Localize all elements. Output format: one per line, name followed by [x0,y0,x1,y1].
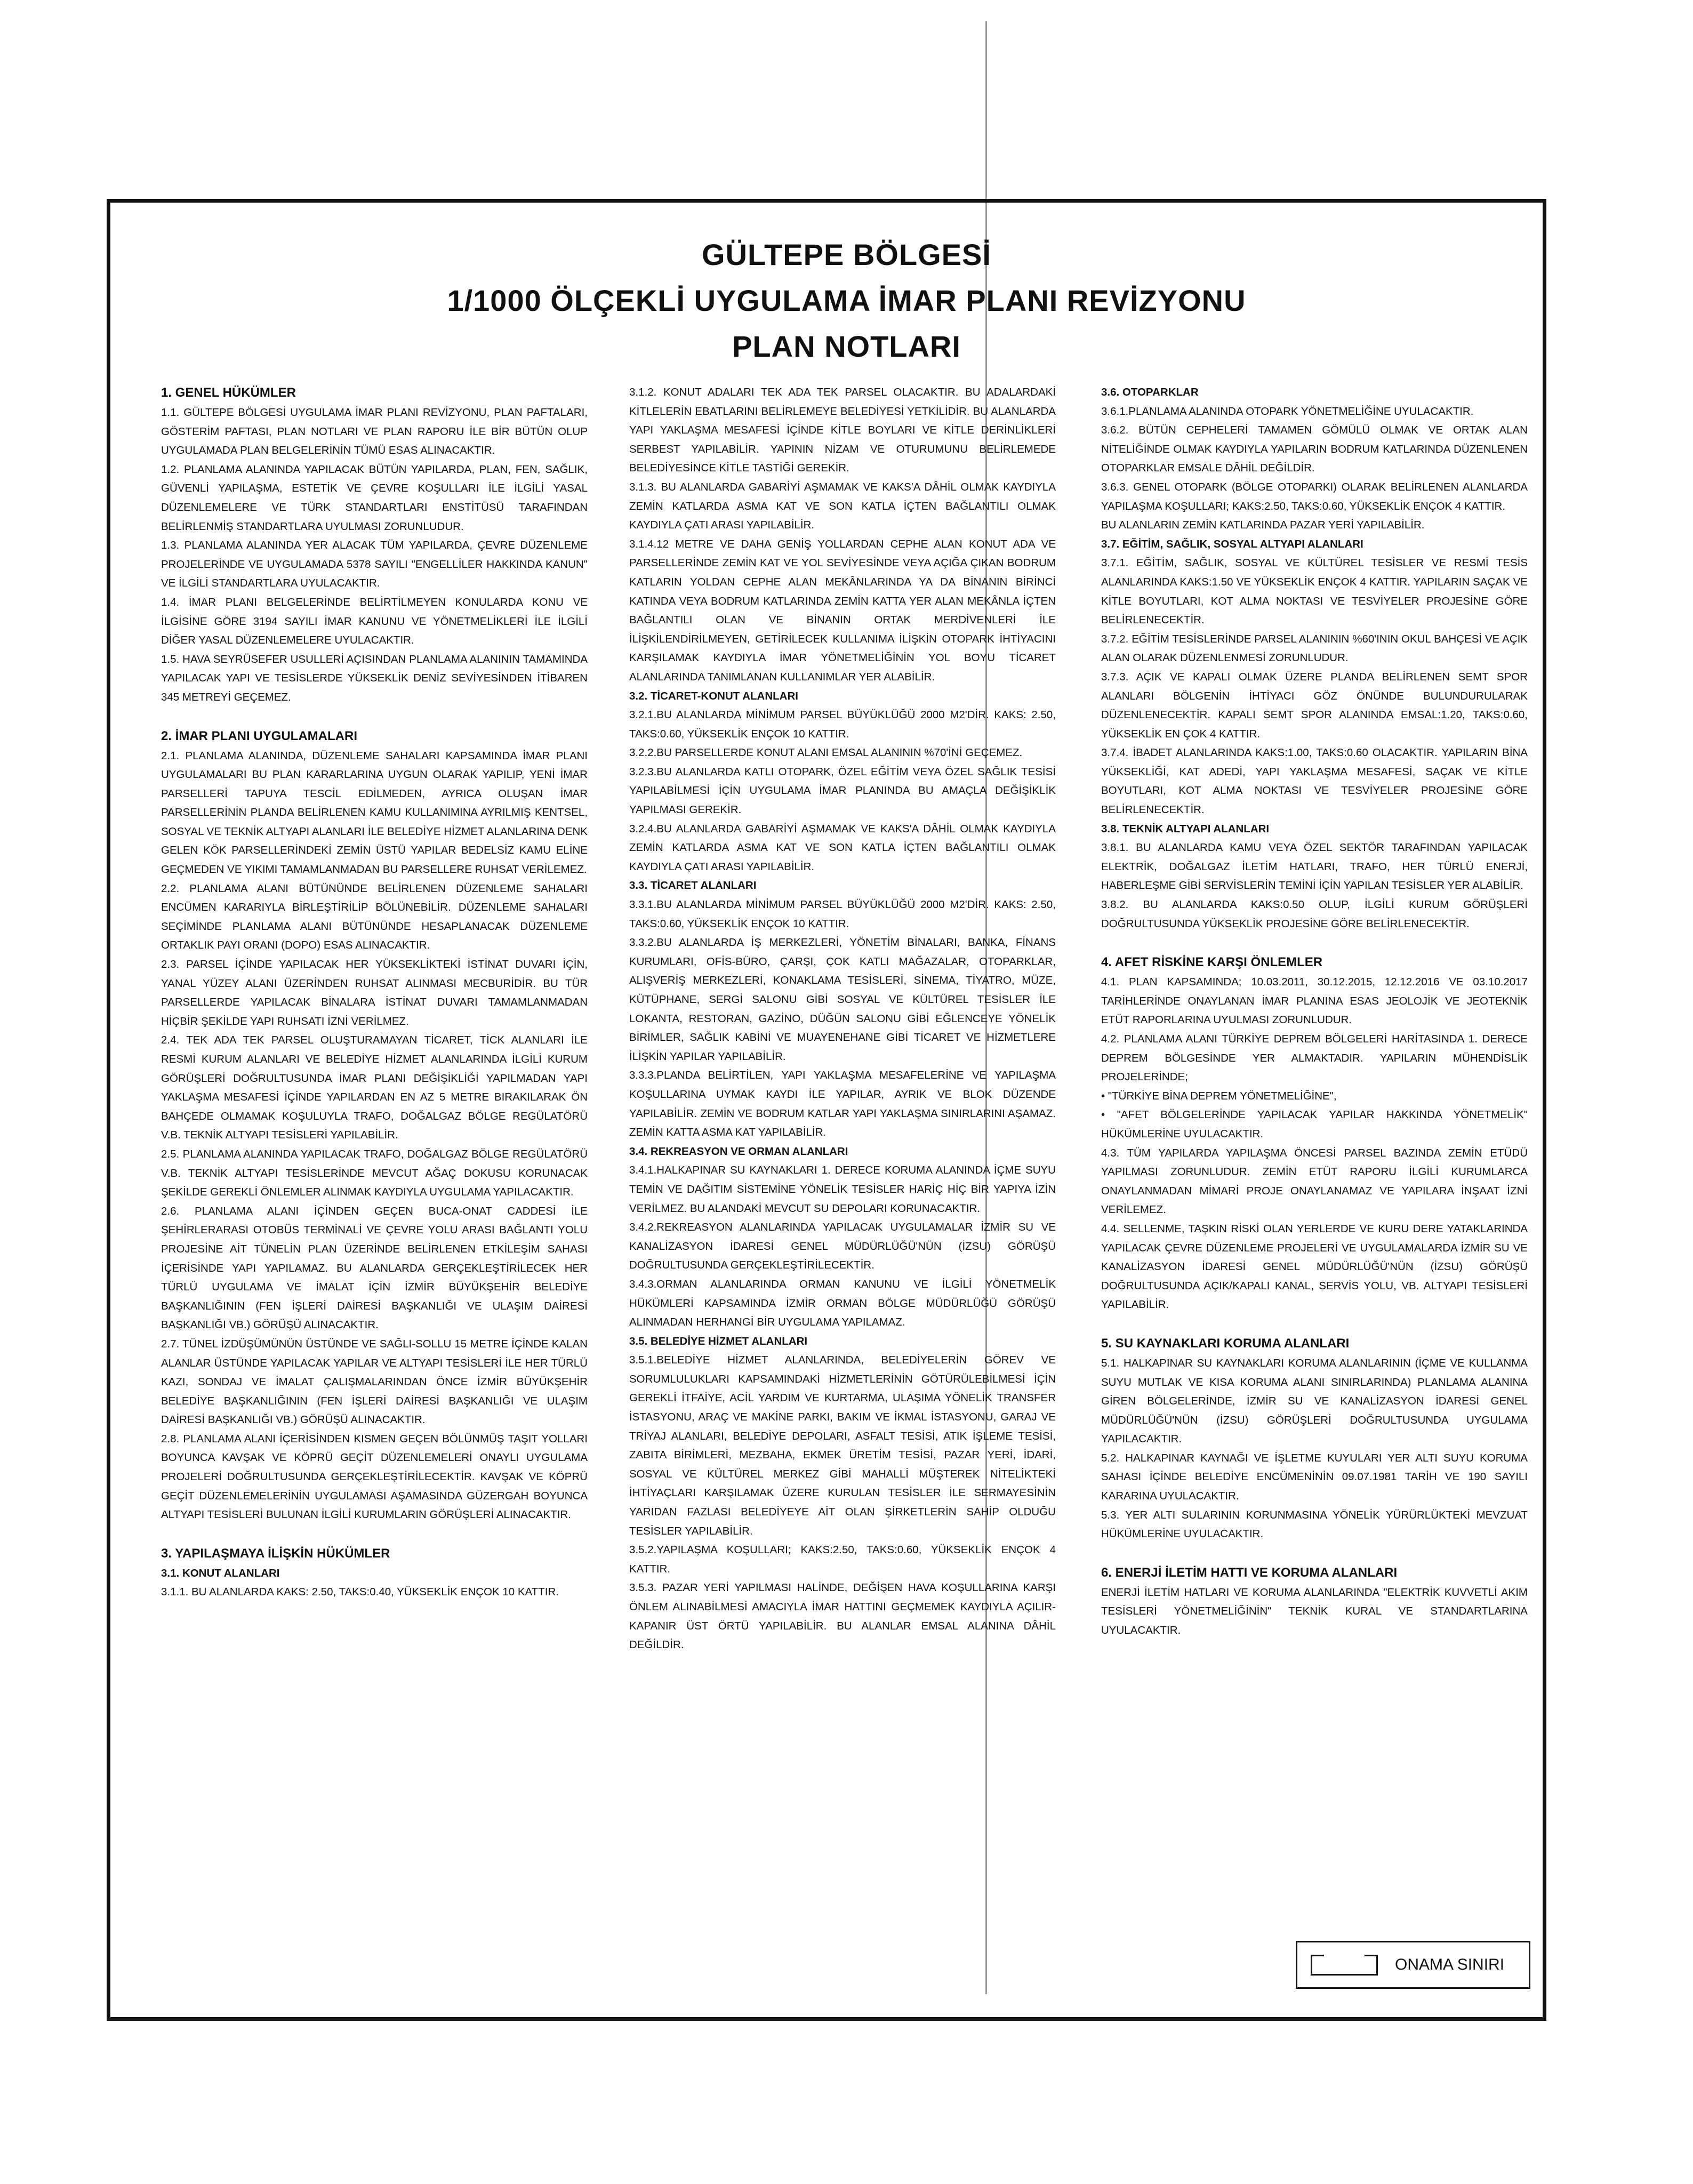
approval-boundary-legend [1296,1941,1530,1989]
plan-note-paragraph: 4.1. PLAN KAPSAMINDA; 10.03.2011, 30.12.2015, 12.12.2016 VE 03.10.2017 TARİHLERİNDE ONAYLANAN İMAR PLANINA ESAS JEOLOJİK VE JEOTEKNİK ETÜT RAPORLARINA UYULMASI ZORUNLUDUR. [1101,976,1528,1026]
plan-note-paragraph: 3.4.2.REKREASYON ALANLARINDA YAPILACAK UYGULAMALAR İZMİR SU VE KANALİZASYON İDARESİ GENEL MÜDÜRLÜĞÜ'NÜN (İZSU) GÖRÜŞÜ DOĞRULTUSUNDA GERÇEKLEŞTİRİLECEKTİR. [629,1221,1056,1272]
plan-note-paragraph: 3.5.1.BELEDİYE HİZMET ALANLARINDA, BELEDİYELERİN GÖREV VE SORUMLULUKLARI KAPSAMINDAKİ HİZMETLERİNİN GÖTÜRÜLEBİLMESİ İÇİN GEREKLİ İTFAİYE, ACİL YARDIM VE KURTARMA, ULAŞIMA YÖNELİK TRANSFER İSTASYONU, ARAÇ VE MAKİNE PARKI, BAKIM VE İKMAL İSTASYONU, GARAJ VE TRİYAJ ALANLARI, BELEDİYE DEPOLARI, ASFALT TESİSİ, ATIK İŞLEME TESİSİ, ZABITA BİRİMLERİ, MEZBAHA, EKMEK ÜRETİM TESİSİ, PAZAR YERİ, İDARİ, SOSYAL VE KÜLTÜREL MERKEZ GİBİ MAHALLİ MÜŞTEREK NİTELİKTEKİ İHTİYAÇLARI KARŞILAMAK ÜZERE KURULAN TESİSLER İLE SERMAYESİNİN YARIDAN FAZLASI BELEDİYEYE AİT OLAN ŞİRKETLERİN SAHİP OLDUĞU TESİSLER YAPILABİLİR. [629,1354,1056,1537]
plan-note-paragraph: 4.3. TÜM YAPILARDA YAPILAŞMA ÖNCESİ PARSEL BAZINDA ZEMİN ETÜDÜ YAPILMASI ZORUNLUDUR. ZEMİN ETÜT RAPORU İLGİLİ KURUMLARCA ONAYLANMADAN MİMARİ PROJE ONAYLANAMAZ VE YAPILARA İNŞAAT İZNİ VERİLEMEZ. [1101,1146,1528,1216]
plan-note-paragraph: 1.3. PLANLAMA ALANINDA YER ALACAK TÜM YAPILARDA, ÇEVRE DÜZENLEME PROJELERİNDE VE UYGULAMADA 5378 SAYILI "ENGELLİLER HAKKINDA KANUN" VE İLGİLİ STANDARTLARA UYULACAKTIR. [161,539,588,590]
subsection-heading: 3.7. EĞİTİM, SAĞLIK, SOSYAL ALTYAPI ALANLARI [1101,537,1363,550]
plan-note-paragraph: 3.7.4. İBADET ALANLARINDA KAKS:1.00, TAKS:0.60 OLACAKTIR. YAPILARIN BİNA YÜKSEKLİĞİ, KAT ADEDİ, YAPI YAKLAŞMA MESAFESİ, SAÇAK VE KİTLE BOYUTLARI, KOT ALMA NOKTASI VE TESVİYELER PROJESİNE GÖRE BELİRLENECEKTİR. [1101,746,1528,816]
plan-note-paragraph: 4.2. PLANLAMA ALANI TÜRKİYE DEPREM BÖLGELERİ HARİTASINDA 1. DERECE DEPREM BÖLGESİNDE YER ALMAKTADIR. YAPILARIN MÜHENDİSLİK PROJELERİNDE; [1101,1033,1528,1083]
plan-note-paragraph: ENERJİ İLETİM HATLARI VE KORUMA ALANLARINDA "ELEKTRİK KUVVETLİ AKIM TESİSLERİ YÖNETMELİĞİNİN" TEKNİK KURAL VE STANDARTLARINA UYULACAKTIR. [1101,1586,1528,1637]
plan-note-paragraph: 2.8. PLANLAMA ALANI İÇERİSİNDEN KISMEN GEÇEN BÖLÜNMÜŞ TAŞIT YOLLARI BOYUNCA KAVŞAK VE KÖPRÜ GEÇİT DÜZENLEMELERİ ONAYLI UYGULAMA PROJELERİ DOĞRULTUSUNDA GERÇEKLEŞTİRİLECEKTİR. KAVŞAK VE KÖPRÜ GEÇİT DÜZENLEMELERİNİN UYGULAMASI AŞAMASINDA GÜZERGAH BOYUNCA ALTYAPI TESİSLERİ BULUNAN İLGİLİ KURUMLARIN GÖRÜŞLERİ ALINACAKTIR. [161,1432,588,1521]
subsection-heading: 3.3. TİCARET ALANLARI [629,879,757,892]
plan-note-paragraph: 4.4. SELLENME, TAŞKIN RİSKİ OLAN YERLERDE VE KURU DERE YATAKLARINDA YAPILACAK ÇEVRE DÜZENLEME PROJELERİ VE UYGULAMALARDA İZMİR SU VE KANALİZASYON İDARESİ GENEL MÜDÜRLÜĞÜ'NÜN (İZSU) GÖRÜŞÜ DOĞRULTUSUNDA AÇIK/KAPALI KANAL, SERVİS YOLU, VB. ALTYAPI TESİSLERİ YAPILABİLİR. [1101,1222,1528,1311]
plan-note-paragraph: 3.7.3. AÇIK VE KAPALI OLMAK ÜZERE PLANDA BELİRLENEN SEMT SPOR ALANLARI BÖLGENİN İHTİYACI GÖZ ÖNÜNDE BULUNDURULARAK DÜZENLENECEKTİR. KAPALI SEMT SPOR ALANINDA EMSAL:1.20, TAKS:0.60, YÜKSEKLİK EN ÇOK 4 KATTIR. [1101,670,1528,740]
plan-note-paragraph: 2.3. PARSEL İÇİNDE YAPILACAK HER YÜKSEKLİKTEKİ İSTİNAT DUVARI İÇİN, YANAL YÜZEY ALANI ÜZERİNDEN RUHSAT ALINMASI MECBURİDİR. BU TÜR PARSELLERDE YAPILACAK BİNALARA İSTİNAT DUVARI TAMAMLANMADAN HİÇBİR ŞEKİLDE YAPI RUHSATI İZNİ VERİLMEZ. [161,958,588,1027]
plan-note-paragraph: 2.7. TÜNEL İZDÜŞÜMÜNÜN ÜSTÜNDE VE SAĞLI-SOLLU 15 METRE İÇİNDE KALAN ALANLAR ÜSTÜNDE YAPILACAK YAPILAR VE ALTYAPI TESİSLERİ İLE HER TÜRLÜ KAZI, SONDAJ VE İMALAT ÇALIŞMALARINDAN ÖNCE İZMİR BÜYÜKŞEHİR BELEDİYE BAŞKANLIĞININ (FEN İŞLERİ DAİRESİ BAŞKANLIĞI VE ULAŞIM DAİRESİ BAŞKANLIĞI VB.) GÖRÜŞÜ ALINACAKTIR. [161,1337,588,1426]
plan-note-paragraph: 3.6.3. GENEL OTOPARK (BÖLGE OTOPARKI) OLARAK BELİRLENEN ALANLARDA YAPILAŞMA KOŞULLARI; KAKS:2.50, TAKS:0.60, YÜKSEKLİK ENÇOK 4 KATTIR. [1101,480,1528,512]
plan-note-paragraph: 3.2.2.BU PARSELLERDE KONUT ALANI EMSAL ALANININ %70'İNİ GEÇEMEZ. [629,746,1023,759]
plan-note-paragraph: 3.1.1. BU ALANLARDA KAKS: 2.50, TAKS:0.40, YÜKSEKLİK ENÇOK 10 KATTIR. [161,1586,559,1599]
plan-note-paragraph: 3.2.3.BU ALANLARDA KATLI OTOPARK, ÖZEL EĞİTİM VEYA ÖZEL SAĞLIK TESİSİ YAPILABİLMESİ İÇİN UYGULAMA İMAR PLANINDA BU AMAÇLA DEĞİŞİKLİK YAPILMASI GEREKİR. [629,765,1056,816]
section-heading: 1. GENEL HÜKÜMLER [161,386,296,400]
notes-column-1 [161,383,588,1602]
subsection-heading: 3.4. REKREASYON VE ORMAN ALANLARI [629,1145,848,1158]
subsection-heading: 3.6. OTOPARKLAR [1101,386,1199,398]
plan-note-paragraph: 3.2.4.BU ALANLARDA GABARİYİ AŞMAMAK VE KAKS'A DÂHİL OLMAK KAYDIYLA ZEMİN KATLARDA ASMA KAT VE SON KATLA İÇTEN BAĞLANTILI OLMAK KAYDIYLA ÇATI ARASI YAPILABİLİR. [629,822,1056,873]
plan-note-paragraph: 1.5. HAVA SEYRÜSEFER USULLERİ AÇISINDAN PLANLAMA ALANININ TAMAMINDA YAPILACAK YAPI VE TESİSLERDE YÜKSEKLİK DENİZ SEVİYESİNDEN İTİBAREN 345 METREYİ GEÇEMEZ. [161,653,588,703]
document-title-block [160,232,1533,370]
plan-note-paragraph: 3.3.1.BU ALANLARDA MİNİMUM PARSEL BÜYÜKLÜĞÜ 2000 M2'DİR. KAKS: 2.50, TAKS:0.60, YÜKSEKLİK ENÇOK 10 KATTIR. [629,898,1056,930]
section-gap [161,1524,588,1544]
plan-note-paragraph: 3.4.3.ORMAN ALANLARINDA ORMAN KANUNU VE İLGİLİ YÖNETMELİK HÜKÜMLERİ KAPSAMINDA İZMİR ORMAN BÖLGE MÜDÜRLÜĞÜ GÖRÜŞÜ ALINMADAN HERHANGİ BİR UYGULAMA YAPILAMAZ. [629,1278,1056,1329]
plan-note-paragraph: 3.6.2. BÜTÜN CEPHELERİ TAMAMEN GÖMÜLÜ OLMAK VE ORTAK ALAN NİTELİĞİNDE OLMAK KAYDIYLA YAPILARIN BODRUM KATLARINDA DÜZENLENEN OTOPARKLAR EMSALE DÂHİL DEĞİLDİR. [1101,424,1528,475]
plan-note-paragraph: 3.8.1. BU ALANLARDA KAMU VEYA ÖZEL SEKTÖR TARAFINDAN YAPILACAK ELEKTRİK, DOĞALGAZ İLETİM HATLARI, TRAFO, HER TÜRLÜ ENERJİ, HABERLEŞME GİBİ SERVİSLERİN TEMİNİ İÇİN YAPILAN TESİSLER YER ALABİLİR. [1101,841,1528,892]
section-heading: 2. İMAR PLANI UYGULAMALARI [161,728,357,743]
section-heading: 3. YAPILAŞMAYA İLİŞKİN HÜKÜMLER [161,1546,390,1561]
section-heading: 5. SU KAYNAKLARI KORUMA ALANLARI [1101,1336,1350,1351]
subsection-heading: 3.1. KONUT ALANLARI [161,1567,280,1579]
subsection-heading: 3.5. BELEDİYE HİZMET ALANLARI [629,1335,808,1347]
plan-title: 1/1000 ÖLÇEKLİ UYGULAMA İMAR PLANI REVİZYONU [447,284,1246,317]
plan-note-paragraph: 3.3.3.PLANDA BELİRTİLEN, YAPI YAKLAŞMA MESAFELERİNE VE YAPILAŞMA KOŞULLARINA UYMAK KAYDI İLE YAPILAR, AYRIK VE BLOK DÜZENDE YAPILABİLİR. ZEMİN VE BODRUM KATLAR YAPI YAKLAŞMA SINIRLARINI AŞAMAZ. ZEMİN KATTA ASMA KAT YAPILABİLİR. [629,1069,1056,1139]
section-gap [1101,1544,1528,1563]
notes-column-3 [1101,383,1528,1640]
legend-label: ONAMA SINIRI [1395,1956,1505,1973]
plan-note-paragraph: 1.4. İMAR PLANI BELGELERİNDE BELİRTİLMEYEN KONULARDA KONU VE İLGİSİNE GÖRE 3194 SAYILI İMAR KANUNU VE YÖNETMELİKLERİ İLE İLGİLİ DİĞER YASAL DÜZENLEMELERE UYULACAKTIR. [161,596,588,647]
plan-note-paragraph: BU ALANLARIN ZEMİN KATLARINDA PAZAR YERİ YAPILABİLİR. [1101,519,1425,532]
plan-note-paragraph: 2.6. PLANLAMA ALANI İÇİNDEN GEÇEN BUCA-ONAT CADDESİ İLE ŞEHİRLERARASI OTOBÜS TERMİNALİ VE ÇEVRE YOLU ARASI BAĞLANTI YOLU PROJESİNE AİT TÜNELİN PLAN ÜZERİNDE BELİRLENEN ETKİLEŞİM SAHASI İÇERİSİNDE YAPI YAPILAMAZ. BU ALANLARDA GERÇEKLEŞTİRİLECEK HER TÜRLÜ UYGULAMA VE İMALAT İÇİN İZMİR BÜYÜKŞEHİR BELEDİYE BAŞKANLIĞININ (FEN İŞLERİ DAİRESİ BAŞKANLIĞI VE ULAŞIM DAİRESİ BAŞKANLIĞI VB.) GÖRÜŞÜ ALINACAKTIR. [161,1205,588,1331]
region-title: GÜLTEPE BÖLGESİ [702,238,991,271]
section-gap [1101,1314,1528,1334]
plan-note-paragraph: 3.2.1.BU ALANLARDA MİNİMUM PARSEL BÜYÜKLÜĞÜ 2000 M2'DİR. KAKS: 2.50, TAKS:0.60, YÜKSEKLİK ENÇOK 10 KATTIR. [629,709,1056,740]
section-gap [161,707,588,726]
plan-note-paragraph: 5.1. HALKAPINAR SU KAYNAKLARI KORUMA ALANLARININ (İÇME VE KULLANMA SUYU MUTLAK VE KISA KORUMA ALANI SINIRLARINDA) PLANLAMA ALANINA GİREN BÖLGELERİNDE, İZMİR SU VE KANALİZASYON İDARESİ GENEL MÜDÜRLÜĞÜ'NÜN (İZSU) GÖRÜŞLERİ DOĞRULTUSUNDA UYGULAMA YAPILACAKTIR. [1101,1356,1528,1446]
subsection-heading: 3.2. TİCARET-KONUT ALANLARI [629,689,798,702]
plan-note-paragraph: 3.6.1.PLANLAMA ALANINDA OTOPARK YÖNETMELİĞİNE UYULACAKTIR. [1101,405,1474,417]
plan-note-paragraph: • "TÜRKİYE BİNA DEPREM YÖNETMELİĞİNE", [1101,1089,1337,1102]
plan-note-paragraph: 3.1.3. BU ALANLARDA GABARİYİ AŞMAMAK VE KAKS'A DÂHİL OLMAK KAYDIYLA ZEMİN KATLARDA ASMA KAT VE SON KATLA İÇTEN BAĞLANTILI OLMAK KAYDIYLA ÇATI ARASI YAPILABİLİR. [629,480,1056,532]
plan-note-paragraph: 3.1.4.12 METRE VE DAHA GENİŞ YOLLARDAN CEPHE ALAN KONUT ADA VE PARSELLERİNDE ZEMİN KAT VE YOL SEVİYESİNDE VEYA AÇIĞA ÇIKAN BODRUM KATLARIN YOLDAN CEPHE ALAN MEKÂNLARINDA YA DA BİNANIN BİRİNCİ KATINDA VEYA BODRUM KATLARINDA ZEMİN KATTA YER ALAN MEKÂNLA İÇTEN BAĞLANTILI OLAN VE BİNANIN ORTAK MERDİVENLERİ İLE İLİŞKİLENDİRİLMEYEN, GETİRİLECEK KULLANIMA İLİŞKİN OTOPARK İHTİYACINI KARŞILAMAK KAYDIYLA İMAR YÖNETMELİĞİNİN YOL BOYU TİCARET ALANLARINDA TANIMLANAN KULLANIMLAR YER ALABİLİR. [629,537,1056,683]
plan-note-paragraph: 3.7.1. EĞİTİM, SAĞLIK, SOSYAL VE KÜLTÜREL TESİSLER VE RESMİ TESİS ALANLARINDA KAKS:1.50 VE YÜKSEKLİK ENÇOK 4 KATTIR. YAPILARIN SAÇAK VE KİTLE BOYUTLARI, KOT ALMA NOKTASI VE TESVİYELER PROJESİNE GÖRE BELİRLENECEKTİR. [1101,557,1528,627]
plan-note-paragraph: 2.5. PLANLAMA ALANINDA YAPILACAK TRAFO, DOĞALGAZ BÖLGE REGÜLATÖRÜ V.B. TEKNİK ALTYAPI TESİSLERİNDE MEVCUT AĞAÇ DOKUSU KORUNACAK ŞEKİLDE GEREKLİ ÖNLEMLER ALINMAK KAYDIYLA UYGULAMA YAPILACAKTIR. [161,1147,588,1199]
plan-note-paragraph: 2.1. PLANLAMA ALANINDA, DÜZENLEME SAHALARI KAPSAMINDA İMAR PLANI UYGULAMALARI BU PLAN KARARLARINA UYGUN OLARAK YAPILIP, YENİ İMAR PARSELLERİ TAPUYA TESCİL EDİLMEDEN, AYRICA OLUŞAN İMAR PARSELLERİNİN PLANDA BELİRLENEN KAMU KULLANIMINA AYRILMIŞ KENTSEL, SOSYAL VE TEKNİK ALTYAPI ALANLARI İLE BELEDİYE HİZMET ALANLARINA DENK GELEN KÖK PARSELLERİNDEKİ ZEMİN ÜSTÜ YAPILAR BEDELSİZ KAMU ELİNE GEÇMEDEN VE YIKIMI TAMAMLANMADAN BU PARSELLERE RUHSAT VERİLEMEZ. [161,749,588,876]
plan-note-paragraph: 3.8.2. BU ALANLARDA KAKS:0.50 OLUP, İLGİLİ KURUM GÖRÜŞLERİ DOĞRULTUSUNDA YÜKSEKLİK PROJESİNE GÖRE BELİRLENECEKTİR. [1101,898,1528,930]
section-heading: 4. AFET RİSKİNE KARŞI ÖNLEMLER [1101,955,1323,970]
plan-note-paragraph: 3.5.2.YAPILAŞMA KOŞULLARI; KAKS:2.50, TAKS:0.60, YÜKSEKLİK ENÇOK 4 KATTIR. [629,1544,1056,1575]
plan-note-paragraph: 2.4. TEK ADA TEK PARSEL OLUŞTURAMAYAN TİCARET, TİCK ALANLARI İLE RESMİ KURUM ALANLARI VE BELEDİYE HİZMET ALANLARINDA İLGİLİ KURUM GÖRÜŞLERİ DOĞRULTUSUNDA İMAR PLANI DEĞİŞİKLİĞİ YAPILMADAN YAPI YAKLAŞMA MESAFESİ İÇİNDE YAPILARDAN EN AZ 5 METRE BIRAKILARAK ÖN BAHÇEDE OLMAMAK KOŞULUYLA TRAFO, DOĞALGAZ BÖLGE REGÜLATÖRÜ V.B. TEKNİK ALTYAPI TESİSLERİ YAPILABİLİR. [161,1034,588,1142]
plan-note-paragraph: 5.3. YER ALTI SULARININ KORUNMASINA YÖNELİK YÜRÜRLÜKTEKİ MEVZUAT HÜKÜMLERİNE UYULACAKTIR. [1101,1508,1528,1540]
notes-title: PLAN NOTLARI [732,330,961,363]
plan-note-paragraph: 3.3.2.BU ALANLARDA İŞ MERKEZLERİ, YÖNETİM BİNALARI, BANKA, FİNANS KURUMLARI, OFİS-BÜRO, ÇARŞI, ÇOK KATLI MAĞAZALAR, OTOPARKLAR, ALIŞVERİŞ MERKEZLERİ, KONAKLAMA TESİSLERİ, SİNEMA, TİYATRO, MÜZE, KÜTÜPHANE, SERGİ SALONU GİBİ SOSYAL VE KÜLTÜREL TESİSLER İLE LOKANTA, RESTORAN, GAZİNO, DÜĞÜN SALONU GİBİ EĞLENCEYE YÖNELİK BİRİMLER, SAĞLIK KABİNİ VE MUAYENEHANE GİBİ TİCARET VE HİZMETLERE İLİŞKİN YAPILAR YAPILABİLİR. [629,936,1056,1063]
plan-note-paragraph: 2.2. PLANLAMA ALANI BÜTÜNÜNDE BELİRLENEN DÜZENLEME SAHALARI ENCÜMEN KARARIYLA BİRLEŞTİRİLİP BÖLÜNEBİLİR. DÜZENLEME SAHALARI SEÇİMİNDE PLANLAMA ALANI BÜTÜNÜNDE HESAPLANACAK DÜZENLEME ORTAKLIK PAYI ORANI (DOPO) ESAS ALINACAKTIR. [161,882,588,952]
plan-note-paragraph: 5.2. HALKAPINAR KAYNAĞI VE İŞLETME KUYULARI YER ALTI SUYU KORUMA SAHASI İÇİNDE BELEDİYE ENCÜMENİNİN 09.07.1981 TARİH VE 190 SAYILI KARARINA UYULACAKTIR. [1101,1451,1528,1503]
section-heading: 6. ENERJİ İLETİM HATTI VE KORUMA ALANLARI [1101,1565,1398,1580]
plan-note-paragraph: 1.1. GÜLTEPE BÖLGESİ UYGULAMA İMAR PLANI REVİZYONU, PLAN PAFTALARI, GÖSTERİM PAFTASI, PLAN NOTLARI VE PLAN RAPORU İLE BİR BÜTÜN OLUP UYGULAMADA PLAN BELGELERİNİN TÜMÜ ESAS ALINACAKTIR. [161,406,588,457]
subsection-heading: 3.8. TEKNİK ALTYAPI ALANLARI [1101,822,1270,835]
plan-note-paragraph: 3.1.2. KONUT ADALARI TEK ADA TEK PARSEL OLACAKTIR. BU ADALARDAKİ KİTLELERİN EBATLARINI BELİRLEMEYE BELEDİYESİ YETKİLİDİR. BU ALANLARDA YAPI YAKLAŞMA MESAFESİ İÇİNDE KİTLE BOYLARI VE KİTLE DERİNLİKLERİ SERBEST YAPILABİLİR. YAPININ NİZAM VE OTURUMUNU BELİRLEMEDE BELEDİYESİNCE KİTLE TASTİĞİ GEREKİR. [629,386,1056,475]
plan-note-paragraph: • "AFET BÖLGELERİNDE YAPILACAK YAPILAR HAKKINDA YÖNETMELİK" HÜKÜMLERİNE UYULACAKTIR. [1101,1109,1528,1140]
plan-note-paragraph: 3.5.3. PAZAR YERİ YAPILMASI HALİNDE, DEĞİŞEN HAVA KOŞULLARINA KARŞI ÖNLEM ALINABİLMESİ AMACIYLA İMAR HATTINI GEÇMEMEK KAYDIYLA AÇILIR-KAPANIR ÜST ÖRTÜ YAPILABİLİR. BU ALANLAR EMSAL ALANINA DÂHİL DEĞİLDİR. [629,1581,1056,1651]
plan-note-paragraph: 1.2. PLANLAMA ALANINDA YAPILACAK BÜTÜN YAPILARDA, PLAN, FEN, SAĞLIK, GÜVENLİ YAPILAŞMA, ESTETİK VE ÇEVRE KOŞULLARI İLE İLGİLİ YASAL DÜZENLEMELERE VE TÜRK STANDARTLARI ENSTİTÜSÜ TARAFINDAN BELİRLENMİŞ STANDARTLARA UYULMASI ZORUNLUDUR. [161,463,588,533]
plan-note-paragraph: 3.4.1.HALKAPINAR SU KAYNAKLARI 1. DERECE KORUMA ALANINDA İÇME SUYU TEMİN VE DAĞITIM SİSTEMİNE YÖNELİK TESİSLER HARİÇ HİÇ BİR YAPIYA İZİN VERİLMEZ. BU ALANDAKİ MEVCUT SU DEPOLARI KORUNACAKTIR. [629,1164,1056,1215]
notes-column-2 [629,383,1056,1655]
boundary-line-icon [1311,1955,1378,1976]
plan-note-paragraph: 3.7.2. EĞİTİM TESİSLERİNDE PARSEL ALANININ %60'ININ OKUL BAHÇESİ VE AÇIK ALAN OLARAK DÜZENLENMESİ ZORUNLUDUR. [1101,632,1528,664]
section-gap [1101,933,1528,952]
